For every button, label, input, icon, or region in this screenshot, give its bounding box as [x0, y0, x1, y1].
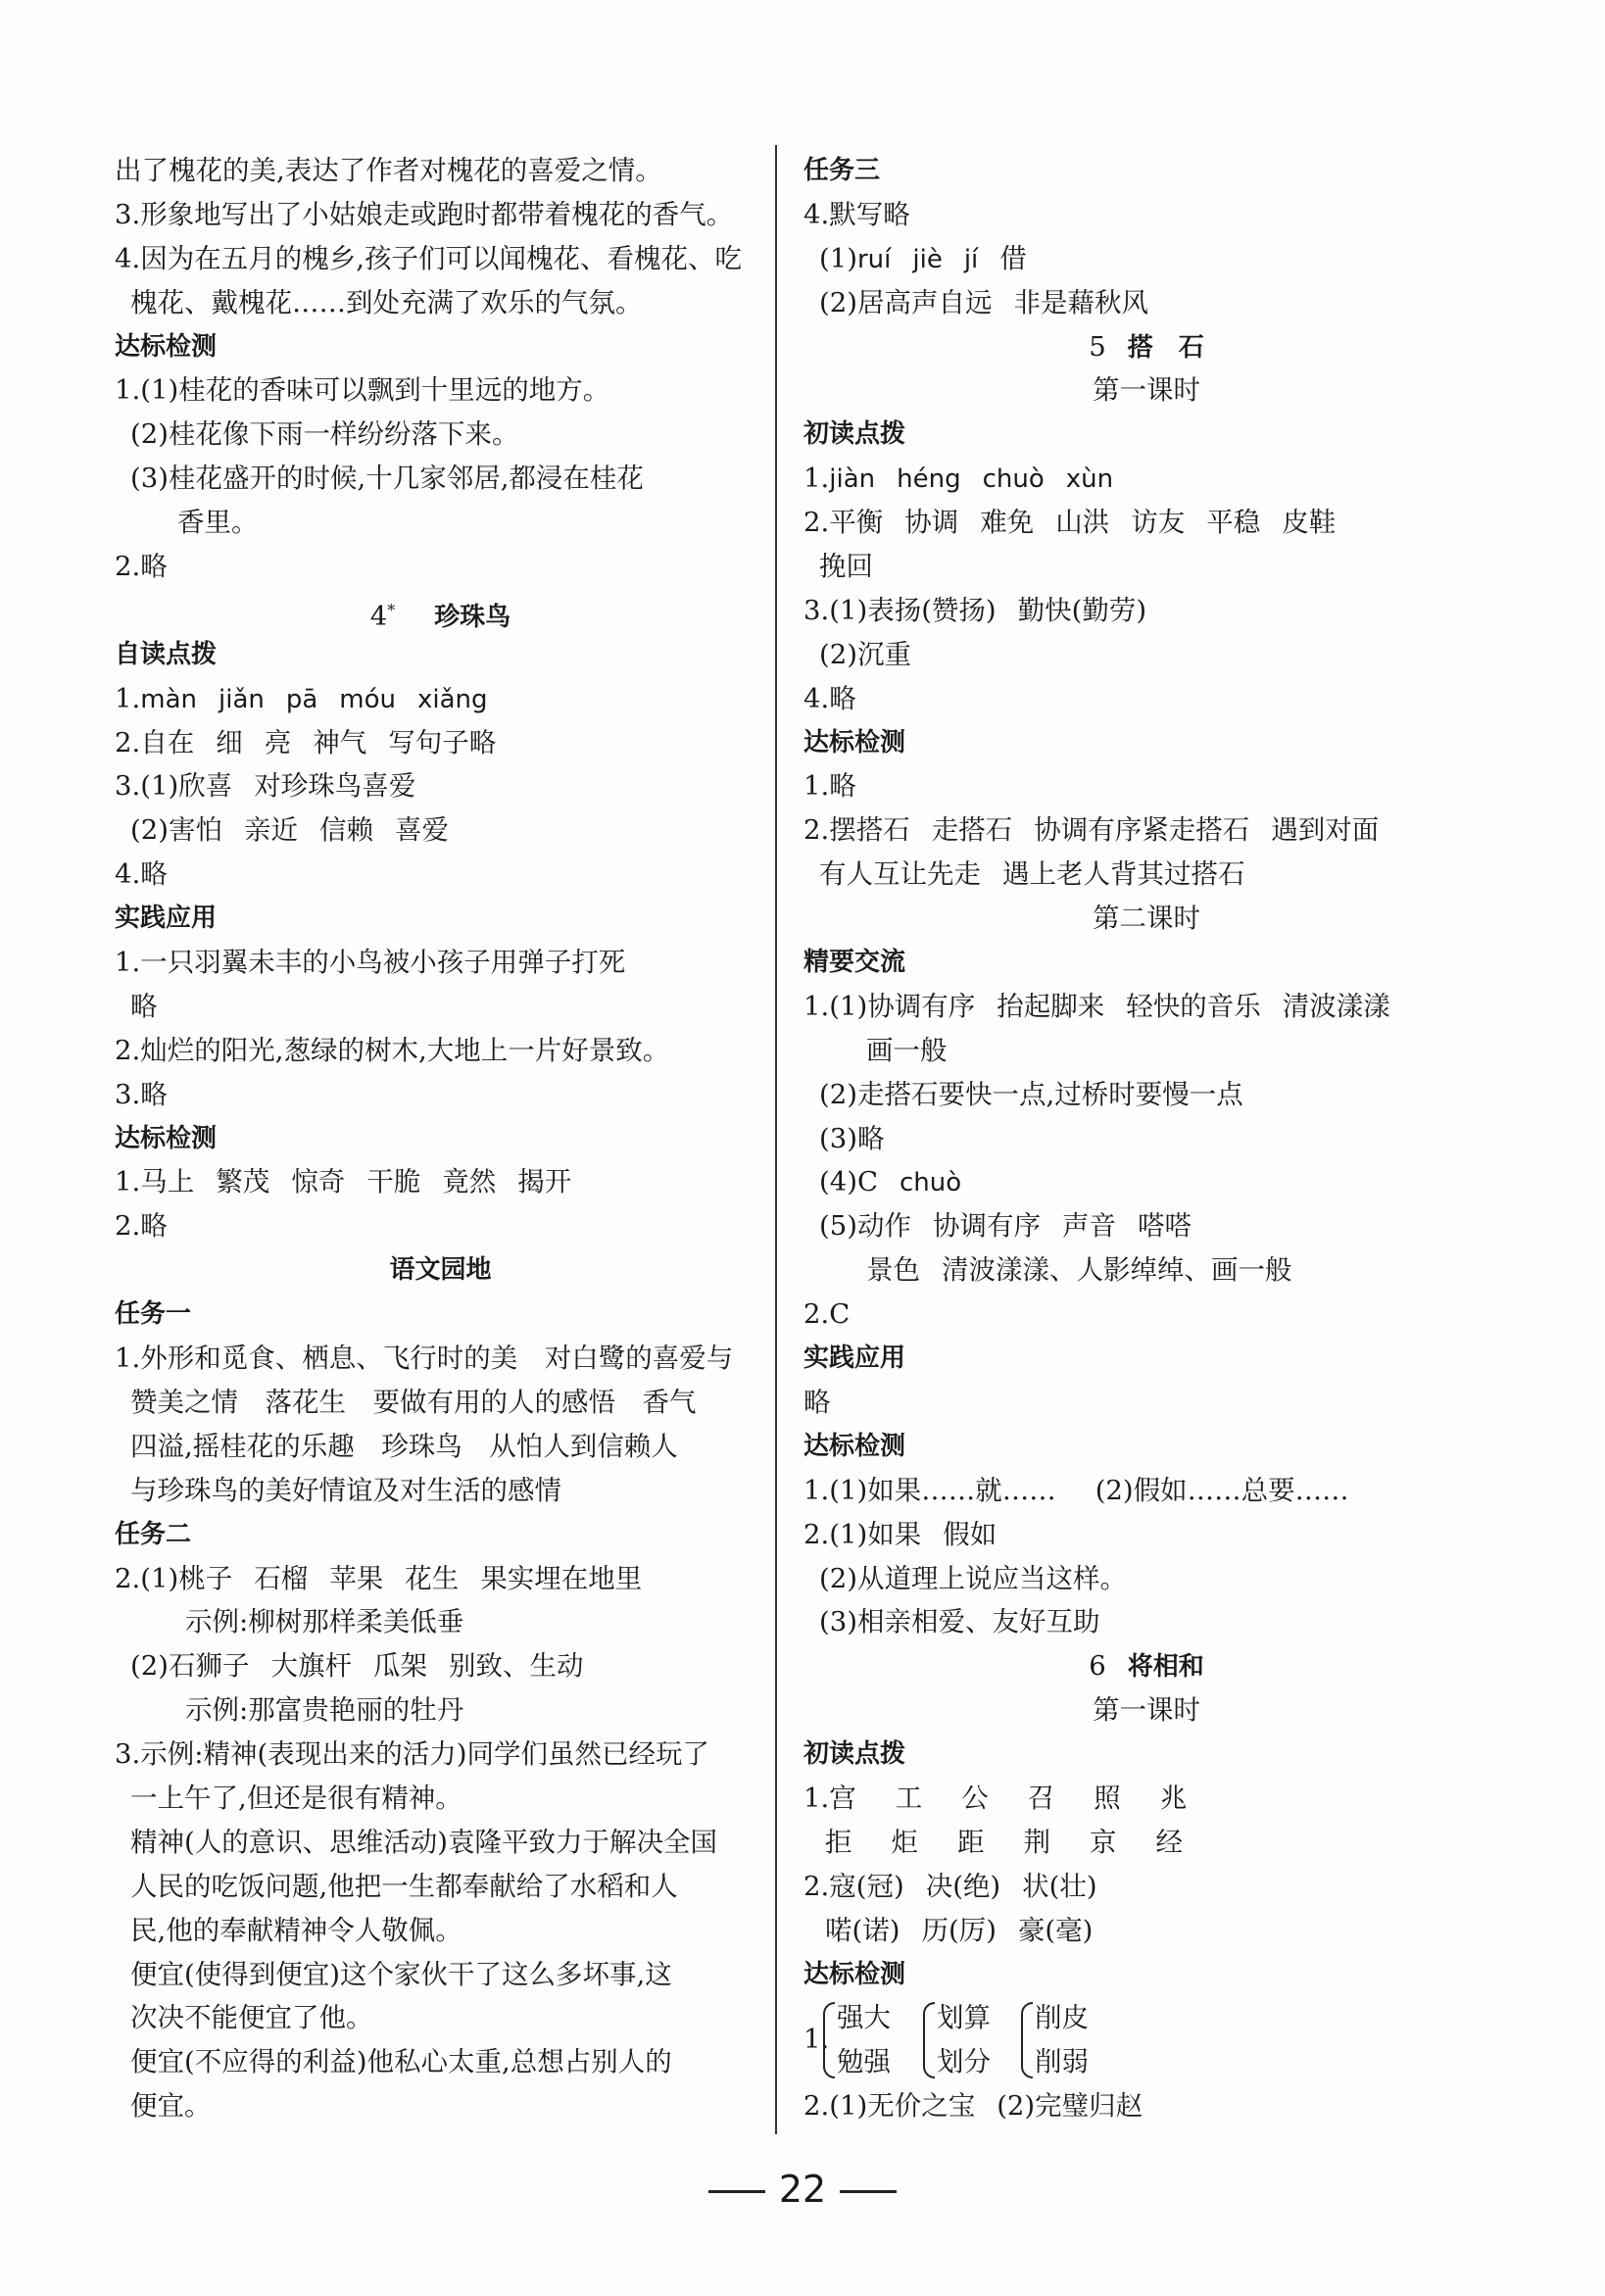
page-number: 22	[0, 2168, 1605, 2211]
brace-mark	[923, 2002, 935, 2078]
text-line: 赞美之情 落花生 要做有用的人的感悟 香气	[130, 1386, 697, 1418]
text-line: 2.(1)如果 假如	[803, 1518, 997, 1550]
text-line: 精神(人的意识、思维活动)袁隆平致力于解决全国	[130, 1826, 717, 1858]
text-line: 2.(1)桃子 石榴 苹果 花生 果实埋在地里	[115, 1562, 643, 1594]
text-line: 喏(诺) 历(厉) 豪(毫)	[825, 1914, 1094, 1946]
text-line: (3)相亲相爱、友好互助	[819, 1606, 1100, 1638]
text-line: 示例:柳树那样柔美低垂	[185, 1606, 464, 1638]
text-line: (2)石狮子 大旗杆 瓜架 别致、生动	[130, 1650, 584, 1683]
lesson-title: 4* 珍珠鸟	[369, 600, 511, 633]
text-line: 4.略	[803, 682, 856, 714]
lesson-subtitle: 第一课时	[1093, 1694, 1200, 1727]
text-line: 示例:那富贵艳丽的牡丹	[185, 1694, 464, 1727]
section-heading: 达标检测	[115, 1123, 218, 1153]
text-line: 1.外形和觅食、栖息、飞行时的美 对白鹭的喜爱与	[115, 1343, 734, 1375]
text-line: (2)从道理上说应当这样。	[819, 1562, 1127, 1594]
section-heading: 初读点拨	[803, 1739, 906, 1770]
lesson-subtitle: 第一课时	[1093, 374, 1200, 407]
text-line: 景色 清波漾漾、人影绰绰、画一般	[866, 1254, 1292, 1287]
text-line: (2)桂花像下雨一样纷纷落下来。	[130, 418, 519, 451]
brace-answer-group: 1. 强大 勉强 划算 划分 削皮 削弱	[803, 1996, 1489, 2084]
section-heading: 精要交流	[803, 948, 906, 978]
text-line: 香里。	[177, 507, 259, 539]
left-column	[115, 149, 766, 2128]
text-line: (2)走搭石要快一点,过桥时要慢一点	[819, 1078, 1243, 1110]
text-line: 2.寇(冠) 决(绝) 状(壮)	[803, 1870, 1097, 1902]
text-line: 有人互让先走 遇上老人背其过搭石	[819, 858, 1245, 891]
text-line: 4.因为在五月的槐乡,孩子们可以闻槐花、看槐花、吃	[115, 242, 742, 274]
text-line: 2.略	[115, 551, 168, 583]
section-heading: 任务二	[115, 1519, 192, 1549]
text-line: 4.默写略	[803, 198, 910, 230]
text-line: 2.(1)无价之宝 (2)完璧归赵	[803, 2090, 1143, 2123]
text-line: 4.略	[115, 858, 168, 891]
optional-lesson-mark: *	[387, 600, 396, 619]
section-heading: 自读点拨	[115, 639, 218, 669]
lesson-subtitle: 第二课时	[1093, 903, 1200, 935]
section-heading: 达标检测	[803, 1959, 906, 1989]
text-line: 2.平衡 协调 难免 山洪 访友 平稳 皮鞋	[803, 507, 1337, 539]
text-line: 槐花、戴槐花……到处充满了欢乐的气氛。	[130, 286, 643, 318]
text-line: 1.宫 工 公 召 照 兆	[803, 1782, 1188, 1814]
column-divider	[775, 145, 777, 2134]
brace-group-3: 削皮 削弱	[1035, 1996, 1089, 2084]
text-line: 略	[130, 990, 158, 1022]
section-heading: 初读点拨	[803, 419, 906, 450]
pinyin-line: 1.jiàn héng chuò xùn	[803, 463, 1114, 495]
text-line: 3.略	[115, 1078, 168, 1110]
section-heading: 达标检测	[803, 727, 906, 757]
text-line: 1.略	[803, 770, 856, 803]
text-line: 2.C	[803, 1298, 851, 1331]
pinyin-line: 1.màn jiǎn pā móu xiǎng	[115, 682, 488, 714]
brace-group-1: 强大 勉强	[837, 1996, 891, 2084]
text-line: (5)动作 协调有序 声音 嗒嗒	[819, 1210, 1192, 1243]
text-line: 挽回	[819, 551, 873, 583]
text-line: 3.(1)表扬(赞扬) 勤快(勤劳)	[803, 594, 1147, 626]
brace-mark	[1021, 2002, 1033, 2078]
pinyin-line: (1)ruí jiè jí 借	[819, 242, 1027, 274]
section-heading: 实践应用	[803, 1343, 906, 1374]
section-heading: 任务一	[115, 1299, 192, 1330]
text-line: (2)居高声自远 非是藉秋风	[819, 286, 1148, 318]
text-line: 便宜(不应得的利益)他私心太重,总想占别人的	[130, 2046, 672, 2078]
text-line: 1.(1)桂花的香味可以飘到十里远的地方。	[115, 374, 610, 407]
text-line: 3.(1)欣喜 对珍珠鸟喜爱	[115, 770, 416, 803]
text-line: (3)略	[819, 1122, 885, 1154]
section-heading: 任务三	[803, 156, 881, 185]
text-line: 出了槐花的美,表达了作者对槐花的喜爱之情。	[115, 155, 662, 186]
text-line: 2.灿烂的阳光,葱绿的树木,大地上一片好景致。	[115, 1034, 670, 1066]
text-line: 人民的吃饭问题,他把一生都奉献给了水稻和人	[130, 1870, 678, 1902]
brace-group-2: 划算 划分	[937, 1996, 991, 2084]
text-line: 3.示例:精神(表现出来的活力)同学们虽然已经玩了	[115, 1738, 709, 1771]
text-line: 1.(1)协调有序 抬起脚来 轻快的音乐 清波漾漾	[803, 990, 1390, 1022]
text-line: (4)C chuò	[819, 1166, 962, 1198]
page-number-dash	[840, 2190, 897, 2193]
text-line: 次决不能便宜了他。	[130, 2002, 373, 2034]
text-line: 便宜。	[130, 2090, 212, 2123]
text-line: 2.自在 细 亮 神气 写句子略	[115, 726, 497, 758]
right-column	[803, 149, 1489, 2128]
text-line: 一上午了,但还是很有精神。	[130, 1782, 462, 1814]
section-heading: 达标检测	[115, 331, 218, 362]
text-line: (2)沉重	[819, 638, 911, 670]
text-line: 1.(1)如果……就…… (2)假如……总要……	[803, 1474, 1349, 1506]
text-line: (2)害怕 亲近 信赖 喜爱	[130, 814, 449, 847]
text-line: 1.马上 繁茂 惊奇 干脆 竟然 揭开	[115, 1166, 572, 1198]
text-line: 民,他的奉献精神令人敬佩。	[130, 1914, 462, 1946]
text-line: 略	[803, 1386, 831, 1418]
section-heading: 达标检测	[803, 1431, 906, 1461]
text-line: 画一般	[866, 1034, 948, 1066]
lesson-title: 6 将相和	[1089, 1650, 1204, 1683]
text-line: 2.摆搭石 走搭石 协调有序紧走搭石 遇到对面	[803, 814, 1380, 847]
text-line: 与珍珠鸟的美好情谊及对生活的感情	[130, 1474, 561, 1506]
section-heading: 实践应用	[115, 904, 218, 934]
lesson-title: 5 搭 石	[1089, 330, 1204, 363]
text-line: 1.一只羽翼未丰的小鸟被小孩子用弹子打死	[115, 947, 626, 979]
text-line: 3.形象地写出了小姑娘走或跑时都带着槐花的香气。	[115, 198, 734, 230]
text-line: 便宜(使得到便宜)这个家伙干了这么多坏事,这	[130, 1958, 672, 1990]
text-line: 2.略	[115, 1210, 168, 1243]
lesson-title: 语文园地	[389, 1255, 492, 1286]
text-line: 拒 炬 距 荆 京 经	[825, 1826, 1183, 1858]
page-number-dash	[708, 2190, 765, 2193]
text-line: (3)桂花盛开的时候,十几家邻居,都浸在桂花	[130, 463, 644, 495]
brace-mark	[823, 2002, 835, 2078]
text-line: 四溢,摇桂花的乐趣 珍珠鸟 从怕人到信赖人	[130, 1430, 678, 1462]
